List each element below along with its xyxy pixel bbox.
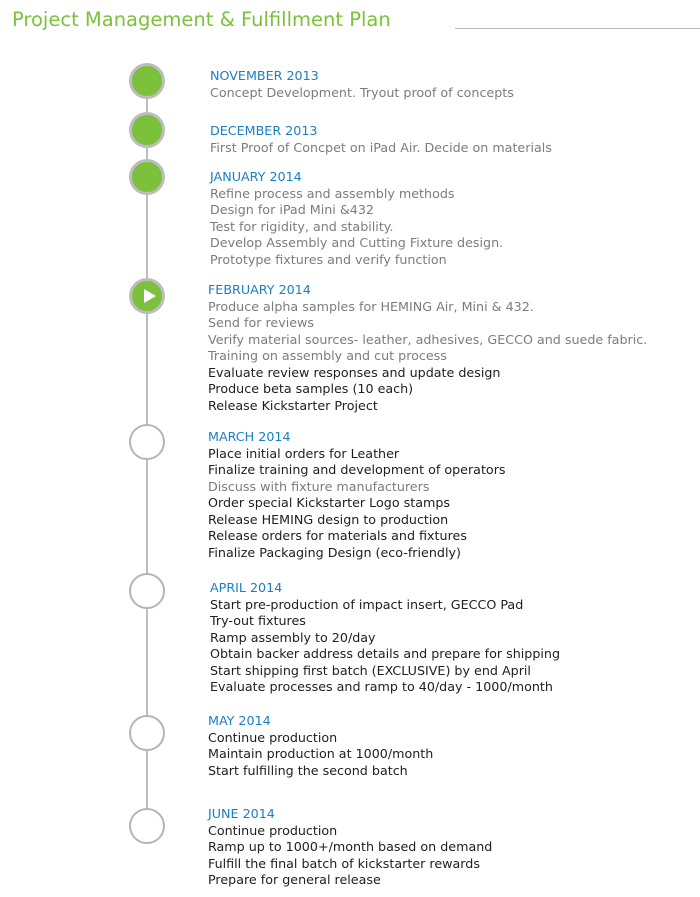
milestone-task: Produce beta samples (10 each) <box>208 381 414 396</box>
milestone-task: Release Kickstarter Project <box>208 397 378 413</box>
milestone-node-future <box>129 715 165 751</box>
milestone-node-future <box>129 573 165 609</box>
milestone-task: Training on assembly and cut process <box>208 348 447 363</box>
milestone-task: Try-out fixtures <box>210 613 306 628</box>
milestone-task: Ramp assembly to 20/day <box>210 629 376 645</box>
page-title: Project Management & Fulfillment Plan <box>12 8 391 31</box>
milestone-task: First Proof of Concpet on iPad Air. Decide on materials <box>210 139 552 155</box>
milestone-task: Discuss with fixture manufacturers <box>208 478 430 494</box>
milestone-section <box>208 282 647 414</box>
milestone-task: Send for reviews <box>208 315 315 330</box>
play-icon <box>144 289 156 303</box>
milestone-task: Start shipping first batch (EXCLUSIVE) by end April <box>210 662 531 678</box>
milestone-task: Concept Development. Tryout proof of concepts <box>210 84 514 100</box>
milestone-task: Finalize training and development of operators <box>208 462 506 477</box>
milestone-task: Refine process and assembly methods <box>210 185 455 201</box>
milestone-task: Continue production <box>208 729 338 745</box>
milestone-node-done <box>129 112 165 148</box>
milestone-task: Start fulfilling the second batch <box>208 762 408 778</box>
milestone-month: DECEMBER 2013 <box>210 123 318 138</box>
milestone-section <box>208 806 492 889</box>
milestone-task: Order special Kickstarter Logo stamps <box>208 495 451 510</box>
milestone-task: Finalize Packaging Design (eco-friendly) <box>208 544 461 560</box>
milestone-section <box>210 123 552 156</box>
milestone-section <box>208 429 506 561</box>
milestone-month: JUNE 2014 <box>208 806 275 821</box>
milestone-section <box>210 580 560 696</box>
milestone-month: APRIL 2014 <box>210 580 283 595</box>
milestone-node-done <box>129 159 165 195</box>
milestone-task: Maintain production at 1000/month <box>208 746 434 761</box>
milestone-task: Obtain backer address details and prepare for shipping <box>210 646 561 661</box>
milestone-node-future <box>129 808 165 844</box>
milestone-task: Produce alpha samples for HEMING Air, Mini & 432. <box>208 298 534 314</box>
milestone-month: JANUARY 2014 <box>210 169 302 184</box>
milestone-task: Verify material sources- leather, adhesives, GECCO and suede fabric. <box>208 331 648 347</box>
milestone-task: Ramp up to 1000+/month based on demand <box>208 839 493 854</box>
milestone-node-current <box>129 278 165 314</box>
milestone-node-future <box>129 424 165 460</box>
milestone-month: FEBRUARY 2014 <box>208 282 311 297</box>
milestone-task: Test for rigidity, and stability. <box>210 218 394 234</box>
milestone-task: Prototype fixtures and verify function <box>210 251 447 267</box>
milestone-task: Place initial orders for Leather <box>208 445 400 461</box>
milestone-month: MARCH 2014 <box>208 429 291 444</box>
milestone-task: Start pre-production of impact insert, GECCO Pad <box>210 596 524 612</box>
milestone-task: Continue production <box>208 822 338 838</box>
milestone-task: Fulfill the final batch of kickstarter rewards <box>208 855 480 871</box>
milestone-task: Design for iPad Mini &432 <box>210 202 374 217</box>
title-divider <box>455 28 700 29</box>
milestone-task: Prepare for general release <box>208 872 381 887</box>
milestone-section <box>210 169 503 268</box>
milestone-task: Develop Assembly and Cutting Fixture design. <box>210 235 504 250</box>
milestone-section <box>210 68 514 101</box>
milestone-section <box>208 713 433 779</box>
milestone-node-done <box>129 63 165 99</box>
milestone-task: Release HEMING design to production <box>208 511 449 527</box>
milestone-month: MAY 2014 <box>208 713 271 728</box>
milestone-month: NOVEMBER 2013 <box>210 68 319 83</box>
milestone-task: Release orders for materials and fixtures <box>208 528 467 543</box>
milestone-task: Evaluate processes and ramp to 40/day - 1000/month <box>210 679 553 694</box>
milestone-task: Evaluate review responses and update design <box>208 364 501 380</box>
